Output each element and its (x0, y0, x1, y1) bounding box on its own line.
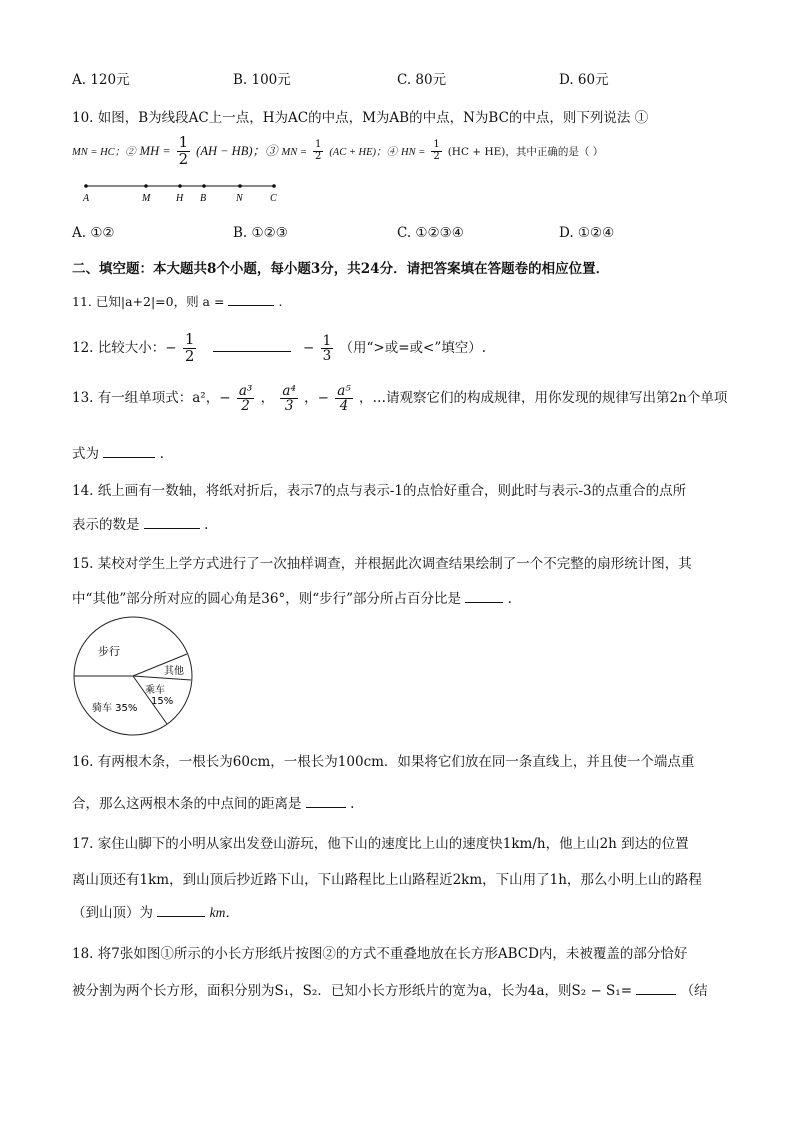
q18-answer-blank (636, 982, 676, 995)
fraction-numerator: a³ (238, 383, 253, 399)
q13-line2-text: 式为 (72, 446, 99, 462)
q9-option-d: D. 60元 (559, 72, 609, 88)
q13-end: . (159, 446, 164, 462)
q12-fraction-1 (183, 332, 197, 365)
q9-option-b: B. 100元 (233, 72, 291, 88)
q15-line2 (72, 587, 512, 607)
q15-line1: 15. 某校对学生上学方式进行了一次抽样调查，并根据此次调查结果绘制了一个不完整的扇形统计图，其 (72, 556, 692, 572)
q10-s3-lhs: MN = (281, 146, 307, 158)
q10-s2-rhs: (AH − HB)；③ (196, 143, 278, 158)
fraction-denominator: 2 (314, 150, 322, 162)
q11-answer-blank (228, 293, 274, 306)
q10-statements (72, 135, 603, 168)
point-c-dot (272, 184, 276, 188)
q16-line2 (72, 792, 354, 812)
pie-label-bike: 骑车 35% (92, 703, 138, 714)
point-c-label: C (270, 193, 277, 204)
fraction-numerator: 1 (433, 139, 440, 151)
q13-line2 (72, 442, 164, 462)
point-m-label: M (142, 193, 151, 204)
point-n-dot (238, 184, 242, 188)
q18-end: （结 (680, 983, 708, 999)
q9-option-c: C. 80元 (397, 72, 447, 88)
q16-end: . (350, 796, 355, 812)
point-b-dot (202, 184, 206, 188)
q15-answer-blank (465, 590, 503, 603)
fraction-denominator: 2 (178, 149, 189, 168)
q10-s2-fraction (177, 135, 191, 168)
q13-term-3 (280, 384, 297, 413)
q13-line1 (72, 384, 727, 413)
q10-s4-lhs: HN = (401, 146, 426, 158)
fraction-denominator: 2 (184, 346, 195, 365)
q13-term-4 (335, 384, 352, 413)
q9-option-a: A. 120元 (72, 72, 130, 88)
q12-answer-blank (213, 339, 291, 352)
q17-line1: 17. 家住山脚下的小明从家出发登山游玩，他下山的速度比上山的速度快1km/h，他上山2h 到达的位置 (72, 836, 689, 852)
pie-label-bus-pct: 15% (151, 696, 174, 707)
q10-s3-rhs: (AC + HE)；④ (329, 146, 398, 158)
fraction-numerator: 1 (322, 332, 332, 349)
fraction-numerator: a⁵ (337, 383, 351, 399)
fraction-denominator: 3 (322, 347, 332, 364)
q11 (72, 292, 282, 310)
point-m-dot (144, 184, 148, 188)
q18-line2-text: 被分割为两个长方形，面积分别为S₁，S₂．已知小长方形纸片的宽为a，长为4a，则S₂ − S₁= (72, 983, 633, 999)
q18-line1: 18. 将7张如图①所示的小长方形纸片按图②的方式不重叠地放在长方形ABCD内，未被覆盖的部分恰好 (72, 946, 688, 962)
fraction-numerator: 1 (314, 139, 322, 151)
fraction-denominator: 4 (339, 398, 349, 415)
q16-answer-blank (306, 795, 346, 808)
segment-figure (78, 178, 288, 204)
fraction-denominator: 2 (433, 150, 440, 162)
section2-heading: 二、填空题：本大题共8个小题，每小题3分，共24分．请把答案填在答题卷的相应位置． (72, 261, 610, 277)
q17-answer-blank (157, 904, 205, 917)
q10-s2-lhs: MH = (139, 143, 171, 158)
q10-stem: 10. 如图，B为线段AC上一点，H为AC的中点，M为AB的中点，N为BC的中点，则下列说法 ① (72, 110, 649, 126)
q12-minus: − (303, 339, 315, 356)
q13-text: 13. 有一组单项式：a²，− (72, 390, 231, 407)
q10-option-d: D. ①②④ (559, 225, 615, 241)
q10-s3-fraction (313, 140, 323, 162)
q10-s4-fraction (431, 140, 441, 162)
q13-term-2 (237, 384, 254, 413)
pie-chart (68, 614, 198, 744)
q14-line2-text: 表示的数是 (72, 517, 140, 533)
point-a-label: A (83, 193, 90, 204)
q11-end: . (278, 294, 283, 309)
q13-answer-blank (103, 445, 155, 458)
q14-line2 (72, 513, 208, 533)
point-h-label: H (176, 193, 184, 204)
q15-line2-text: 中“其他”部分所对应的圆心角是36°，则“步行”部分所占百分比是 (72, 591, 462, 607)
q14-end: . (204, 517, 209, 533)
q11-text: 11. 已知|a+2|=0，则 a = (72, 294, 225, 309)
q12-fraction-2 (321, 334, 334, 363)
fraction-denominator: 2 (241, 398, 250, 415)
q13-sep-2: ，− (304, 390, 329, 407)
q16-line1: 16. 有两根木条，一根长为60cm，一根长为100cm．如果将它们放在同一条直线上，并且使一个端点重 (72, 754, 695, 770)
q12-text: 12. 比较大小：− (72, 339, 177, 356)
q17-line2: 离山顶还有1km，到山顶后抄近路下山，下山路程比上山路程近2km，下山用了1h，那么小明上山的路程 (72, 872, 702, 888)
point-b-label: B (200, 193, 207, 204)
q14-answer-blank (144, 516, 200, 529)
pie-label-other: 其他 (164, 666, 184, 677)
point-n-label: N (236, 193, 243, 204)
fraction-numerator: 1 (184, 330, 195, 348)
q10-option-c: C. ①②③④ (397, 225, 464, 241)
q17-line3-text: （到山顶）为 (72, 905, 153, 921)
q10-s4-rhs: (HC + HE)，其中正确的是（ ） (447, 145, 604, 158)
point-h-dot (178, 184, 182, 188)
q18-line2 (72, 979, 708, 999)
q17-unit: km． (209, 905, 239, 920)
q16-line2-text: 合，那么这两根木条的中点间的距离是 (72, 796, 302, 812)
q10-s1: MN = HC；② (72, 146, 136, 158)
q13-sep-1: ， (260, 390, 275, 407)
point-a-dot (84, 184, 88, 188)
q10-option-b: B. ①②③ (233, 225, 288, 241)
q13-rule-text: ，…请观察它们的构成规律，用你发现的规律写出第2n个单项 (359, 390, 728, 407)
q12-instruction: （用“>或=或<”填空）. (339, 339, 487, 356)
q17-line3 (72, 901, 239, 921)
pie-label-walk: 步行 (98, 645, 120, 658)
fraction-numerator: 1 (178, 133, 189, 151)
q14-line1: 14. 纸上画有一数轴，将纸对折后，表示7的点与表示-1的点恰好重合，则此时与表示-3的点重合的点所 (72, 483, 687, 499)
fraction-denominator: 3 (284, 398, 294, 415)
q12 (72, 332, 486, 365)
pie-label-bus: 乘车 (145, 685, 165, 696)
q10-option-a: A. ①② (72, 225, 115, 241)
q15-end: . (507, 591, 512, 607)
fraction-numerator: a⁴ (282, 383, 296, 399)
